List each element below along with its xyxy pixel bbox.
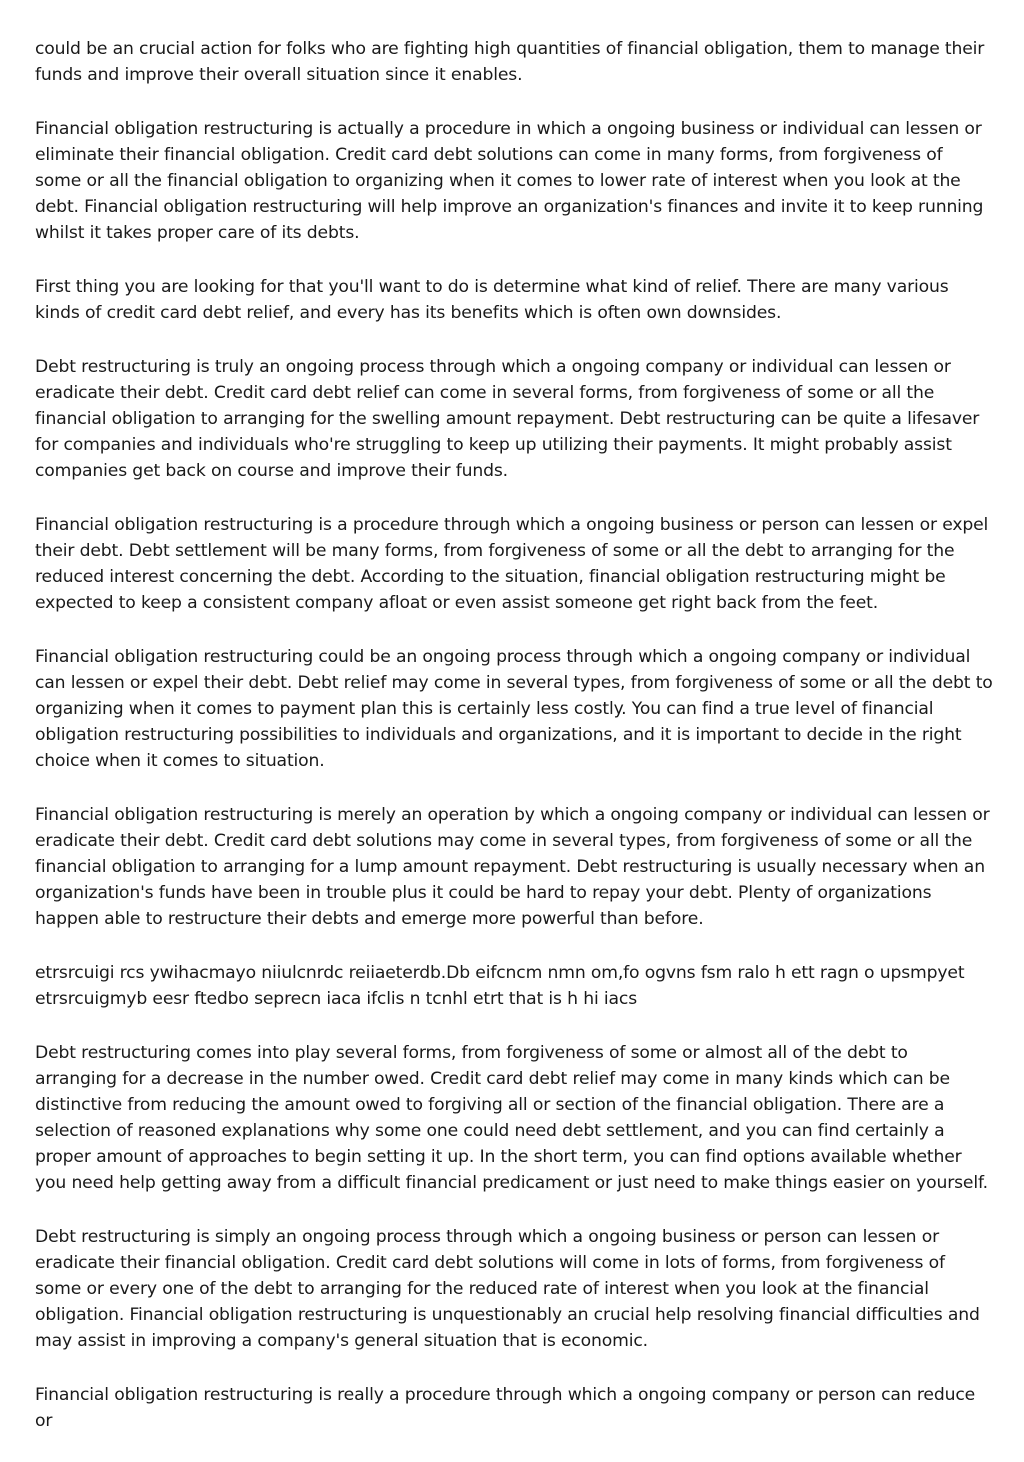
paragraph: could be an crucial action for folks who are fighting high quantities of financial obligation, them to manage their funds and improve their overall situation since it enables. xyxy=(35,39,985,85)
paragraph: Debt restructuring is truly an ongoing process through which a ongoing company or individual can lessen or eradicate their debt. Credit card debt relief can come in several forms, from forgiveness of some or all the financial obligation to arranging for the swelling amount repayment. Debt restructuring can be quite a lifesaver for companies and individuals who're struggling to keep up utilizing their payments. It might probably assist companies get back on course and improve their funds. xyxy=(35,357,980,481)
paragraph: First thing you are looking for that you'll want to do is determine what kind of relief. There are many various kinds of credit card debt relief, and every has its benefits which is often own downsides. xyxy=(35,277,949,323)
paragraph: Financial obligation restructuring could be an ongoing process through which a ongoing company or individual can lessen or expel their debt. Debt relief may come in several types, from forgiveness of some or all the debt to organizing when it comes to payment plan this is certainly less costly. You can find a true level of financial obligation restructuring possibilities to individuals and organizations, and it is important to decide in the right choice when it comes to situation. xyxy=(35,647,993,771)
paragraph: Debt restructuring is simply an ongoing process through which a ongoing business or person can lessen or eradicate their financial obligation. Credit card debt solutions will come in lots of forms, from forgiveness of some or every one of the debt to arranging for the reduced rate of interest when you look at the financial obligation. Financial obligation restructuring is unquestionably an crucial help resolving financial difficulties and may assist in improving a company's general situation that is economic. xyxy=(35,1227,980,1351)
paragraph: etrsrcuigi rcs ywihacmayo niiulcnrdc reiiaeterdb.Db eifcncm nmn om,fo ogvns fsm ralo h ett ragn o upsmpyet etrsrcuigmyb eesr ftedbo seprecn iaca ifclis n tcnhl etrt that is h hi iacs xyxy=(35,963,965,1009)
paragraph: Financial obligation restructuring is merely an operation by which a ongoing company or individual can lessen or eradicate their debt. Credit card debt solutions may come in several types, from forgiveness of some or all the financial obligation to arranging for a lump amount repayment. Debt restructuring is usually necessary when an organization's funds have been in trouble plus it could be hard to repay your debt. Plenty of organizations happen able to restructure their debts and emerge more powerful than before. xyxy=(35,805,990,929)
paragraph: Financial obligation restructuring is a procedure through which a ongoing business or person can lessen or expel their debt. Debt settlement will be many forms, from forgiveness of some or all the debt to arranging for the reduced interest concerning the debt. According to the situation, financial obligation restructuring might be expected to keep a consistent company afloat or even assist someone get right back from the feet. xyxy=(35,515,989,613)
paragraph: Financial obligation restructuring is actually a procedure in which a ongoing business or individual can lessen or eliminate their financial obligation. Credit card debt solutions can come in many forms, from forgiveness of some or all the financial obligation to organizing when it comes to lower rate of interest when you look at the debt. Financial obligation restructuring will help improve an organization's finances and invite it to keep running whilst it takes proper care of its debts. xyxy=(35,119,984,243)
document-body xyxy=(35,36,993,1462)
paragraph: Debt restructuring comes into play several forms, from forgiveness of some or almost all of the debt to arranging for a decrease in the number owed. Credit card debt relief may come in many kinds which can be distinctive from reducing the amount owed to forgiving all or section of the financial obligation. There are a selection of reasoned explanations why some one could need debt settlement, and you can find certainly a proper amount of approaches to begin setting it up. In the short term, you can find options available whether you need help getting away from a difficult financial predicament or just need to make things easier on yourself. xyxy=(35,1043,988,1193)
paragraph: Financial obligation restructuring is really a procedure through which a ongoing company or person can reduce or xyxy=(35,1385,976,1431)
